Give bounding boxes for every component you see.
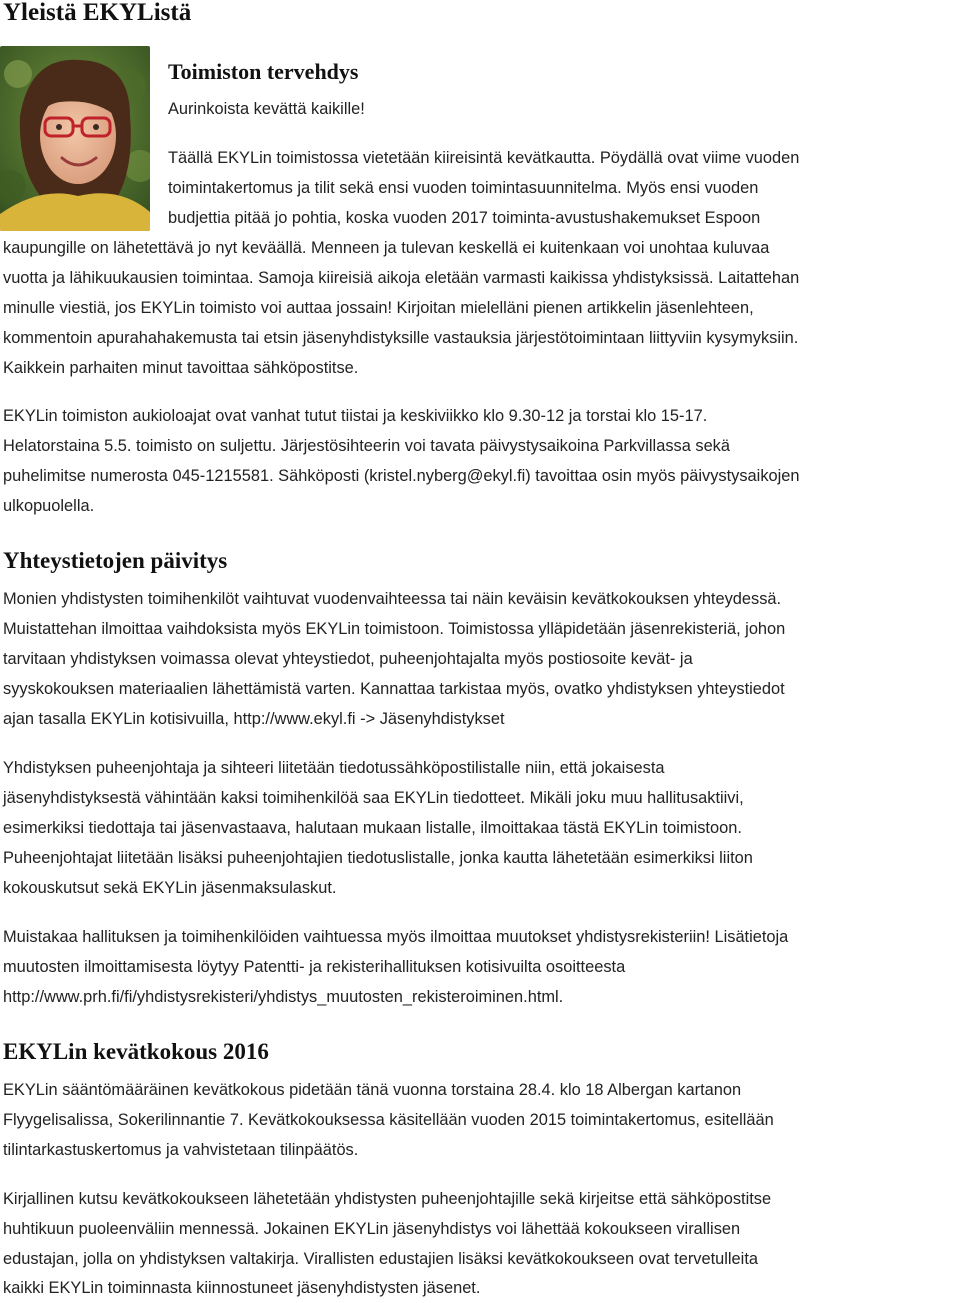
text-line: Monien yhdistysten toimihenkilöt vaihtuvat vuodenvaihteessa tai näin keväisin kevätkokouksen yhteydessä.: [3, 590, 782, 608]
section-title-greeting: Toimiston tervehdys: [168, 59, 359, 84]
section-title-meeting: EKYLin kevätkokous 2016: [3, 1039, 269, 1064]
text-line: kokouskutsut sekä EKYLin jäsenmaksulaskut.: [3, 879, 337, 897]
text-line: Kaikkein parhaiten minut tavoittaa sähköpostitse.: [3, 359, 359, 377]
text-line: muutosten ilmoittamisesta löytyy Patentti- ja rekisterihallituksen kotisivuilta osoitteesta: [3, 958, 626, 976]
text-line: edustajan, jolla on yhdistyksen valtakirja. Virallisten edustajien lisäksi kevätkokoukseen ovat tervetulleita: [3, 1250, 758, 1268]
text-line: puhelimitse numerosta 045-1215581. Sähköposti (kristel.nyberg@ekyl.fi) tavoittaa osin myös päivystysaikojen: [3, 467, 800, 485]
text-line: ajan tasalla EKYLin kotisivuilla, http://www.ekyl.fi -> Jäsenyhdistykset: [3, 710, 505, 728]
text-line: jäsenyhdistyksestä vähintään kaksi toimihenkilöä saa EKYLin tiedotteet. Mikäli joku muu hallitusaktiivi,: [3, 789, 744, 807]
text-line: vuotta ja lähikuukausien toimintaa. Samoja kiireisiä aikoja eletään varmasti kaikissa yhdistyksissä. Laitattehan: [3, 269, 800, 287]
text-line: budjettia pitää jo pohtia, koska vuoden 2017 toiminta-avustushakemukset Espoon: [168, 209, 761, 227]
text-line: syyskokouksen materiaalien lähettämistä varten. Kannattaa tarkistaa myös, ovatko yhdistyksen yhteystiedot: [3, 680, 785, 698]
text-line: toimintakertomus ja tilit sekä ensi vuoden toimintasuunnitelma. Myös ensi vuoden: [168, 179, 759, 197]
text-line: Helatorstaina 5.5. toimisto on suljettu. Järjestösihteerin voi tavata päivystysaikoina Parkvillassa sekä: [3, 437, 730, 455]
text-line: tilintarkastuskertomus ja vahvistetaan tilinpäätös.: [3, 1141, 359, 1159]
text-line: EKYLin toimiston aukioloajat ovat vanhat tutut tiistai ja keskiviikko klo 9.30-12 ja torstai klo 15-17.: [3, 407, 708, 425]
text-line: kaikki EKYLin toiminnasta kiinnostuneet jäsenyhdistysten jäsenet.: [3, 1279, 481, 1297]
text-line: Puheenjohtajat liitetään lisäksi puheenjohtajien tiedotuslistalle, jonka kautta lähetetään esimerkiksi liiton: [3, 849, 753, 867]
text-line: huhtikuun puoleenväliin mennessä. Jokainen EKYLin jäsenyhdistys voi lähettää kokoukseen virallisen: [3, 1220, 741, 1238]
text-line: Täällä EKYLin toimistossa vietetään kiireisintä kevätkautta. Pöydällä ovat viime vuoden: [168, 149, 800, 167]
text-line: esimerkiksi tiedottaja tai jäsenvastaava, halutaan mukaan listalle, ilmoittakaa tästä EKYLin toimistoon.: [3, 819, 742, 837]
text-line: minulle viestiä, jos EKYLin toimisto voi auttaa jossain! Kirjoitan mielelläni pienen artikkelin jäsenlehteen,: [3, 299, 754, 317]
text-line: http://www.prh.fi/fi/yhdistysrekisteri/yhdistys_muutosten_rekisteroiminen.html.: [3, 988, 564, 1006]
text-line: tarvitaan yhdistyksen voimassa olevat yhteystiedot, puheenjohtajalta myös postiosoite kevät- ja: [3, 650, 693, 668]
page-title: Yleistä EKYListä: [3, 0, 192, 26]
text-line: Muistattehan ilmoittaa vaihdoksista myös EKYLin toimistoon. Toimistossa ylläpidetään jäsenrekisteriä, johon: [3, 620, 786, 638]
text-line: kaupungille on lähetettävä jo nyt keväällä. Menneen ja tulevan keskellä ei kuitenkaan voi unohtaa kuluvaa: [3, 239, 770, 257]
text-line: kommentoin apurahahakemusta tai etsin jäsenyhdistyksille vastauksia järjestötoimintaan liittyviin kysymyksiin.: [3, 329, 799, 347]
author-photo: [0, 46, 150, 231]
text-line: Kirjallinen kutsu kevätkokoukseen lähetetään yhdistysten puheenjohtajille sekä kirjeitse että sähköpostitse: [3, 1190, 772, 1208]
text-line: ulkopuolella.: [3, 497, 95, 515]
text-line: Muistakaa hallituksen ja toimihenkilöiden vaihtuessa myös ilmoittaa muutokset yhdistysrekisteriin! Lisätietoja: [3, 928, 789, 946]
text-line: Aurinkoista kevättä kaikille!: [168, 100, 365, 118]
text-line: Flyygelisalissa, Sokerilinnantie 7. Kevätkokouksessa käsitellään vuoden 2015 toimintakertomus, esitellään: [3, 1111, 774, 1129]
section-title-contacts: Yhteystietojen päivitys: [3, 548, 228, 573]
text-line: Yhdistyksen puheenjohtaja ja sihteeri liitetään tiedotussähköpostilistalle niin, että jokaisesta: [3, 759, 665, 777]
text-line: EKYLin sääntömääräinen kevätkokous pidetään tänä vuonna torstaina 28.4. klo 18 Albergan kartanon: [3, 1081, 742, 1099]
